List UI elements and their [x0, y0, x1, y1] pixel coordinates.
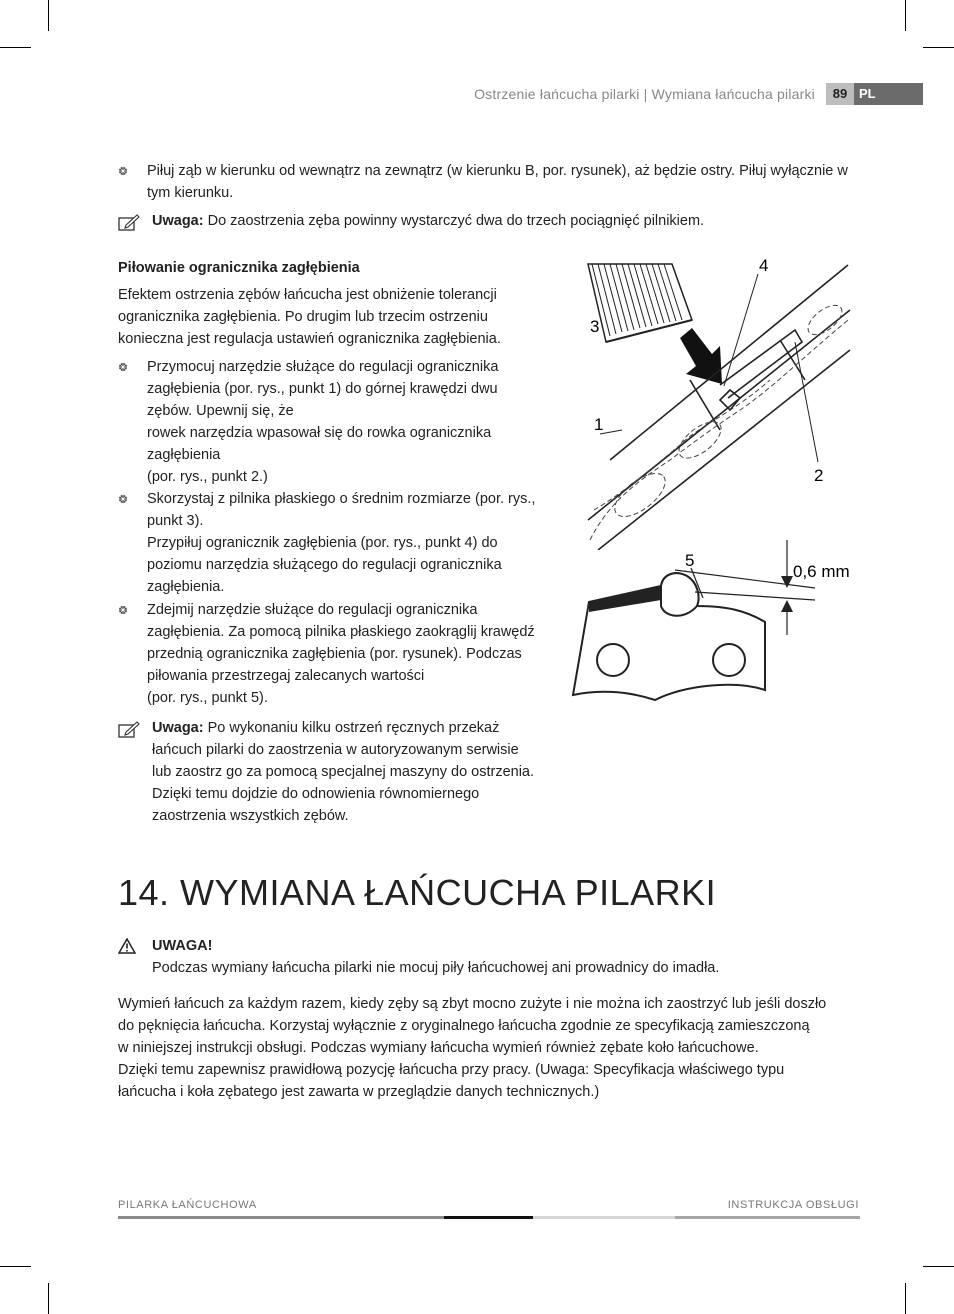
- crop-mark: [0, 1266, 31, 1267]
- callout-3: 3: [590, 317, 600, 336]
- line: Przymocuj narzędzie służące do regulacji ogranicznika: [147, 359, 499, 375]
- line: Zdejmij narzędzie służące do regulacji ogranicznika: [147, 602, 478, 618]
- note-icon: [118, 721, 140, 739]
- line: (por. rys., punkt 2.): [147, 469, 268, 485]
- warning-label: UWAGA!: [152, 938, 213, 954]
- section14-paragraph: [118, 993, 878, 1103]
- callout-1: 1: [594, 415, 604, 434]
- callout-2: 2: [814, 466, 824, 485]
- language-tag: PL: [854, 83, 923, 105]
- callout-5: 5: [685, 551, 695, 570]
- line: Skorzystaj z pilnika płaskiego o średnim rozmiarze (por. rys.,: [147, 491, 536, 507]
- line: poziomu narzędzia służącego do regulacji ogranicznika: [147, 557, 502, 573]
- note-2: [152, 717, 562, 827]
- bullet-icon: [118, 605, 128, 615]
- flat-file-illustration: [588, 264, 692, 342]
- line: rowek narzędzia wpasował się do rowka ogranicznika: [147, 425, 492, 441]
- chain-link-diagram: [565, 540, 875, 710]
- crop-mark: [905, 0, 906, 31]
- crop-mark: [48, 1283, 49, 1314]
- line: Wymień łańcuch za każdym razem, kiedy zęby są zbyt mocno zużyte i nie można ich zaostrzyć lub jeśli doszło: [118, 996, 827, 1012]
- line: Po wykonaniu kilku ostrzeń ręcznych przekaż: [207, 720, 500, 736]
- line: (por. rys., punkt 5).: [147, 690, 268, 706]
- note-text: Do zaostrzenia zęba powinny wystarczyć dwa do trzech pociągnięć pilnikiem.: [207, 213, 705, 229]
- note-1: [152, 210, 852, 232]
- note-label: Uwaga:: [152, 213, 204, 229]
- intro-bullet-text: Piłuj ząb w kierunku od wewnątrz na zewnątrz (w kierunku B, por. rysunek), aż będzie ostry. Piłuj wyłącznie w tym kierunku.: [147, 163, 848, 201]
- line: Przypiłuj ogranicznik zagłębienia (por. rys., punkt 4) do: [147, 535, 498, 551]
- depth-bullet-1: [147, 356, 557, 488]
- line: do pęknięcia łańcucha. Korzystaj wyłącznie z oryginalnego łańcucha zgodnie ze specyfikacją zamieszczoną: [118, 1018, 810, 1034]
- depth-bullet-2: [147, 488, 557, 598]
- line: łańcucha i koła zębatego jest zawarta w przeglądzie danych technicznych.): [118, 1084, 600, 1100]
- callout-4: 4: [759, 256, 769, 275]
- line: piłowania przestrzegaj zalecanych wartości: [147, 668, 425, 684]
- bullet-icon: [118, 166, 128, 176]
- line: przednią ogranicznika zagłębienia (por. rysunek). Podczas: [147, 646, 522, 662]
- line: łańcuch pilarki do zaostrzenia w autoryzowanym serwisie: [152, 742, 519, 758]
- line: zagłębienia. Za pomocą pilnika płaskiego zaokrąglij krawędź: [147, 624, 535, 640]
- measurement-label: 0,6 mm: [793, 562, 850, 581]
- line: w niniejszej instrukcji obsługi. Podczas wymiany łańcucha wymień również zębate koło łańcuchowe.: [118, 1040, 759, 1056]
- line: Dzięki temu dojdzie do odnowienia równomiernego: [152, 786, 480, 802]
- crop-mark: [0, 47, 31, 48]
- line: zagłębienia (por. rys., punkt 1) do górnej krawędzi dwu: [147, 381, 498, 397]
- line: zagłębienia: [147, 447, 221, 463]
- subsection-heading: Piłowanie ogranicznika zagłębienia: [118, 260, 360, 276]
- crop-mark: [923, 1266, 954, 1267]
- footer-rule: [118, 1216, 860, 1219]
- line: zaostrzenia wszystkich zębów.: [152, 808, 349, 824]
- page-number: 89: [826, 83, 854, 105]
- warning-icon: [118, 938, 136, 954]
- crop-mark: [905, 1283, 906, 1314]
- line: zębów. Upewnij się, że: [147, 403, 294, 419]
- bullet-icon: [118, 362, 128, 372]
- line: punkt 3).: [147, 513, 204, 529]
- section-title: 14. WYMIANA ŁAŃCUCHA PILARKI: [118, 872, 717, 913]
- line: lub zaostrz go za pomocą specjalnej maszyny do ostrzenia.: [152, 764, 535, 780]
- subsection-paragraph: Efektem ostrzenia zębów łańcucha jest obniżenie tolerancji ogranicznika zagłębienia. Po drugim lub trzecim ostrzeniu konieczna jest regulacja ustawień ogranicznika zagłębienia.: [118, 287, 501, 347]
- crop-mark: [923, 47, 954, 48]
- footer-right: INSTRUKCJA OBSŁUGI: [727, 1199, 859, 1211]
- depth-gauge-diagram: [580, 250, 870, 550]
- warning-text: Podczas wymiany łańcucha pilarki nie mocuj piły łańcuchowej ani prowadnicy do imadła.: [152, 960, 720, 976]
- bullet-icon: [118, 494, 128, 504]
- note-label: Uwaga:: [152, 720, 204, 736]
- line: zagłębienia.: [147, 579, 225, 595]
- footer-left: PILARKA ŁAŃCUCHOWA: [118, 1199, 257, 1211]
- note-icon: [118, 214, 140, 232]
- crop-mark: [48, 0, 49, 31]
- running-header-title: Ostrzenie łańcucha pilarki | Wymiana łańcucha pilarki: [474, 86, 815, 102]
- line: Dzięki temu zapewnisz prawidłową pozycję łańcucha przy pracy. (Uwaga: Specyfikacja właściwego typu: [118, 1062, 785, 1078]
- depth-bullet-3: [147, 599, 557, 709]
